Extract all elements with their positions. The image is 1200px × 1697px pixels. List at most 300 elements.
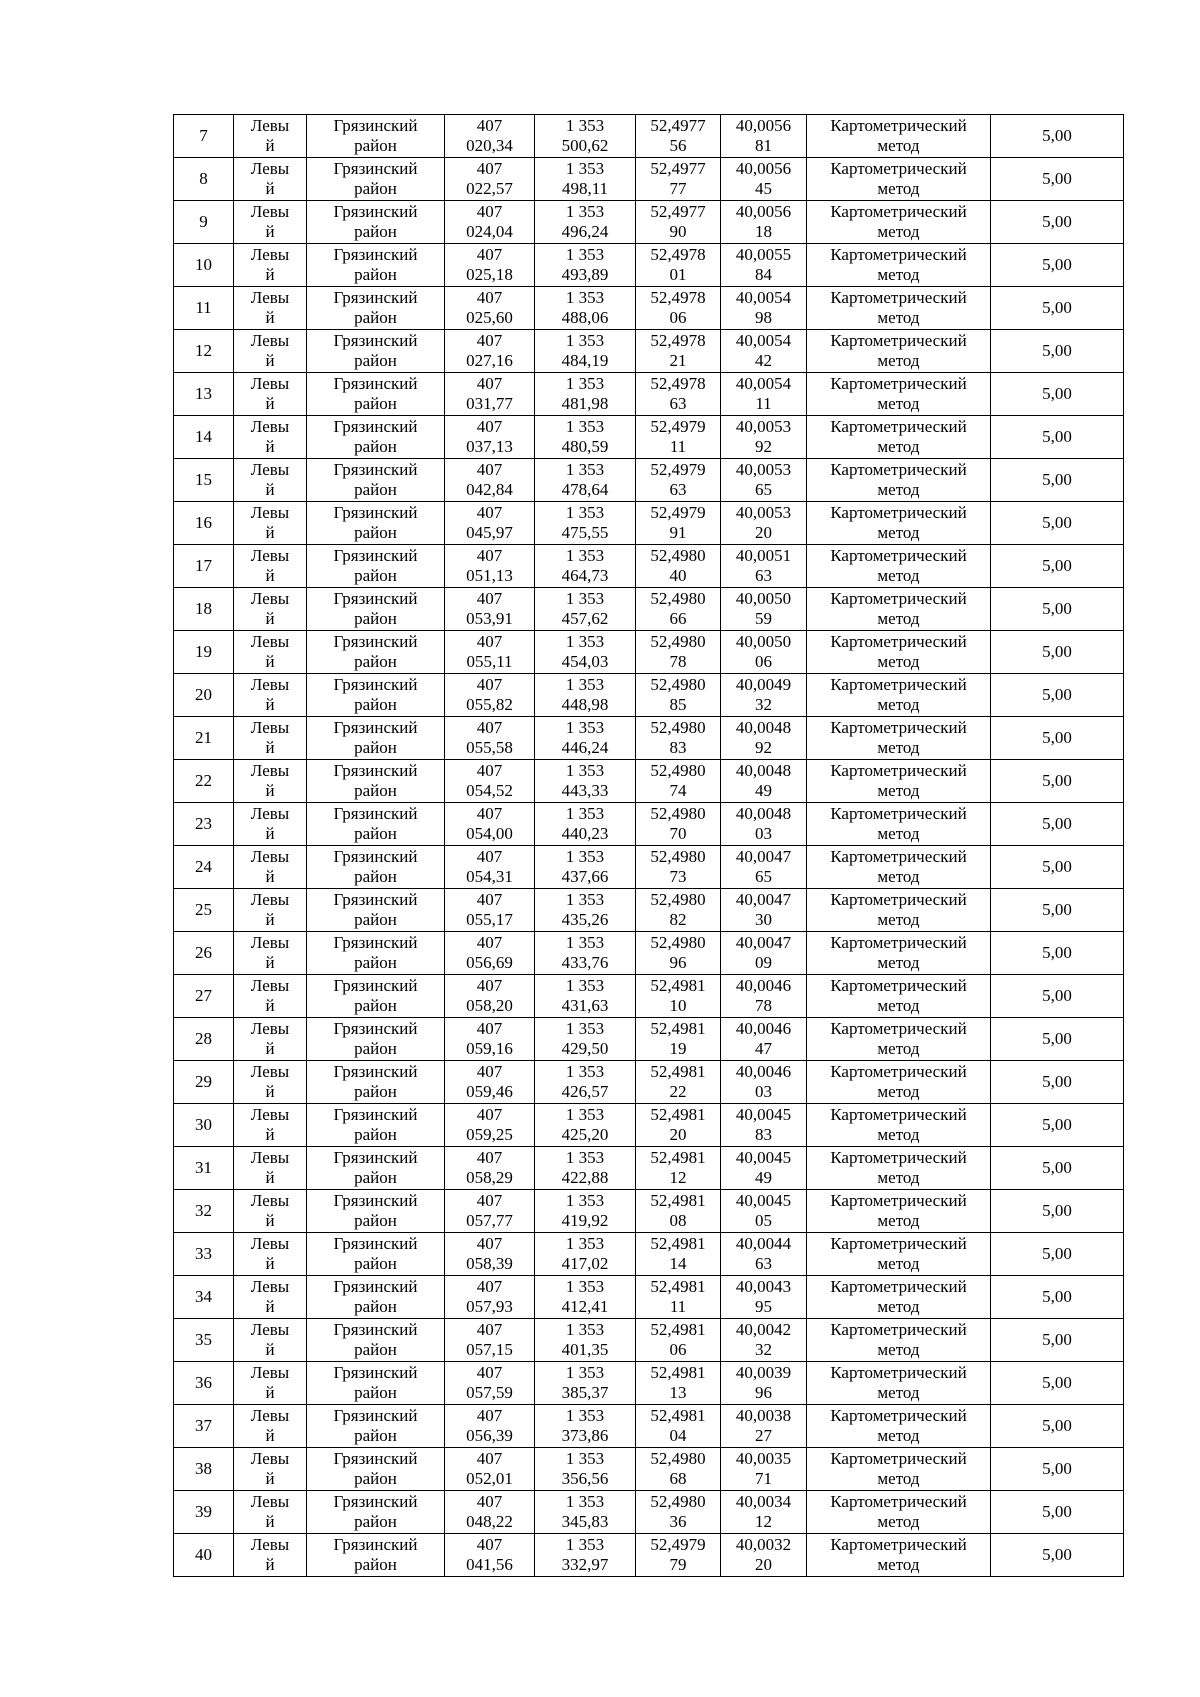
point-number-cell: 13: [174, 373, 234, 416]
y-coordinate-cell: [535, 1190, 636, 1233]
y-coordinate-cell: [535, 1491, 636, 1534]
method-cell-line: Картометрический: [830, 116, 967, 135]
y-coordinate-cell-line: 345,83: [561, 1512, 609, 1531]
y-coordinate-cell-line: 422,88: [561, 1168, 609, 1187]
latitude-cell: [636, 330, 721, 373]
x-coordinate-cell-line: 407: [476, 1019, 503, 1038]
district-cell-line: Грязинский: [333, 503, 418, 522]
side-cell-line: й: [265, 1082, 275, 1101]
district-cell-line: Грязинский: [333, 417, 418, 436]
side-cell: [234, 373, 307, 416]
x-coordinate-cell: [445, 373, 535, 416]
method-cell: [807, 416, 991, 459]
district-cell-line: Грязинский: [333, 159, 418, 178]
point-number-cell: 21: [174, 717, 234, 760]
longitude-cell: [721, 373, 807, 416]
y-coordinate-cell-line: 493,89: [561, 265, 609, 284]
method-cell: [807, 803, 991, 846]
latitude-cell-line: 52,4981: [650, 976, 706, 995]
accuracy-cell: 5,00: [991, 373, 1124, 416]
longitude-cell-line: 40,0046: [735, 1062, 792, 1081]
longitude-cell-line: 92: [755, 437, 772, 456]
method-cell-line: Картометрический: [830, 159, 967, 178]
y-coordinate-cell-line: 457,62: [561, 609, 609, 628]
y-coordinate-cell-line: 1 353: [565, 546, 605, 565]
y-coordinate-cell-line: 1 353: [565, 1320, 605, 1339]
longitude-cell-line: 47: [755, 1039, 772, 1058]
table-row: [174, 1104, 1124, 1147]
district-cell-line: Грязинский: [333, 1535, 418, 1554]
y-coordinate-cell-line: 1 353: [565, 1105, 605, 1124]
side-cell-line: Левы: [250, 159, 290, 178]
method-cell-line: метод: [877, 179, 920, 198]
y-coordinate-cell: [535, 760, 636, 803]
district-cell-line: район: [354, 781, 397, 800]
method-cell-line: Картометрический: [830, 1320, 967, 1339]
method-cell-line: метод: [877, 953, 920, 972]
accuracy-cell: 5,00: [991, 201, 1124, 244]
accuracy-cell: 5,00: [991, 1534, 1124, 1577]
accuracy-cell: 5,00: [991, 244, 1124, 287]
y-coordinate-cell-line: 1 353: [565, 116, 605, 135]
latitude-cell-line: 63: [669, 394, 687, 413]
longitude-cell-line: 30: [755, 910, 772, 929]
longitude-cell: [721, 932, 807, 975]
side-cell: [234, 1319, 307, 1362]
longitude-cell-line: 40,0055: [735, 245, 792, 264]
accuracy-cell: 5,00: [991, 502, 1124, 545]
latitude-cell-line: 52,4981: [650, 1320, 706, 1339]
side-cell-line: й: [265, 1297, 275, 1316]
side-cell-line: й: [265, 1340, 275, 1359]
latitude-cell: [636, 416, 721, 459]
side-cell-line: Левы: [250, 976, 290, 995]
latitude-cell-line: 66: [669, 609, 687, 628]
district-cell-line: район: [354, 867, 397, 886]
table-row: [174, 846, 1124, 889]
method-cell-line: метод: [877, 609, 920, 628]
latitude-cell-line: 40: [669, 566, 687, 585]
x-coordinate-cell-line: 024,04: [466, 222, 513, 241]
latitude-cell: [636, 201, 721, 244]
side-cell: [234, 760, 307, 803]
table-row: [174, 416, 1124, 459]
accuracy-cell: 5,00: [991, 717, 1124, 760]
district-cell: [307, 803, 445, 846]
method-cell: [807, 717, 991, 760]
method-cell-line: Картометрический: [830, 1363, 967, 1382]
latitude-cell-line: 52,4980: [650, 675, 706, 694]
side-cell: [234, 330, 307, 373]
x-coordinate-cell-line: 054,00: [466, 824, 513, 843]
district-cell-line: Грязинский: [333, 933, 418, 952]
x-coordinate-cell-line: 059,16: [466, 1039, 513, 1058]
x-coordinate-cell-line: 407: [476, 1277, 503, 1296]
x-coordinate-cell-line: 037,13: [466, 437, 513, 456]
district-cell: [307, 373, 445, 416]
district-cell-line: район: [354, 1125, 397, 1144]
point-number-cell: 7: [174, 115, 234, 158]
method-cell-line: метод: [877, 652, 920, 671]
y-coordinate-cell: [535, 287, 636, 330]
x-coordinate-cell: [445, 330, 535, 373]
x-coordinate-cell-line: 054,52: [466, 781, 513, 800]
method-cell-line: Картометрический: [830, 589, 967, 608]
accuracy-cell: 5,00: [991, 631, 1124, 674]
x-coordinate-cell-line: 407: [476, 1320, 503, 1339]
side-cell: [234, 502, 307, 545]
district-cell-line: район: [354, 1297, 397, 1316]
table-row: [174, 760, 1124, 803]
x-coordinate-cell: [445, 674, 535, 717]
y-coordinate-cell-line: 1 353: [565, 632, 605, 651]
latitude-cell-line: 52,4980: [650, 589, 706, 608]
side-cell-line: Левы: [250, 675, 290, 694]
point-number-cell: 24: [174, 846, 234, 889]
x-coordinate-cell: [445, 588, 535, 631]
x-coordinate-cell-line: 407: [476, 804, 503, 823]
latitude-cell: [636, 158, 721, 201]
y-coordinate-cell: [535, 244, 636, 287]
latitude-cell-line: 22: [669, 1082, 687, 1101]
point-number-cell: 14: [174, 416, 234, 459]
side-cell-line: й: [265, 136, 275, 155]
side-cell: [234, 244, 307, 287]
method-cell: [807, 760, 991, 803]
accuracy-cell: 5,00: [991, 588, 1124, 631]
district-cell-line: Грязинский: [333, 374, 418, 393]
boundary-points-table: [173, 114, 1124, 1577]
longitude-cell-line: 06: [755, 652, 772, 671]
x-coordinate-cell-line: 055,82: [466, 695, 513, 714]
point-number-cell: 15: [174, 459, 234, 502]
y-coordinate-cell-line: 443,33: [561, 781, 609, 800]
point-number-cell: 16: [174, 502, 234, 545]
side-cell: [234, 932, 307, 975]
y-coordinate-cell-line: 419,92: [561, 1211, 609, 1230]
y-coordinate-cell-line: 478,64: [561, 480, 609, 499]
longitude-cell-line: 11: [755, 394, 772, 413]
longitude-cell: [721, 502, 807, 545]
x-coordinate-cell-line: 407: [476, 202, 503, 221]
district-cell-line: район: [354, 1426, 397, 1445]
table-row: [174, 1491, 1124, 1534]
latitude-cell-line: 74: [669, 781, 687, 800]
x-coordinate-cell: [445, 287, 535, 330]
longitude-cell-line: 40,0045: [735, 1105, 792, 1124]
point-number-cell: 33: [174, 1233, 234, 1276]
x-coordinate-cell-line: 057,93: [466, 1297, 513, 1316]
table-row: [174, 717, 1124, 760]
accuracy-cell: 5,00: [991, 1276, 1124, 1319]
side-cell: [234, 1104, 307, 1147]
side-cell-line: й: [265, 953, 275, 972]
district-cell: [307, 502, 445, 545]
table-row: [174, 1319, 1124, 1362]
y-coordinate-cell-line: 1 353: [565, 288, 605, 307]
longitude-cell: [721, 889, 807, 932]
side-cell-line: й: [265, 523, 275, 542]
method-cell: [807, 459, 991, 502]
longitude-cell: [721, 717, 807, 760]
y-coordinate-cell-line: 440,23: [561, 824, 609, 843]
latitude-cell: [636, 1276, 721, 1319]
y-coordinate-cell: [535, 1018, 636, 1061]
point-number-cell: 40: [174, 1534, 234, 1577]
longitude-cell: [721, 1405, 807, 1448]
side-cell-line: й: [265, 1254, 275, 1273]
longitude-cell-line: 49: [755, 781, 772, 800]
latitude-cell-line: 52,4977: [650, 159, 706, 178]
x-coordinate-cell-line: 407: [476, 460, 503, 479]
side-cell-line: Левы: [250, 804, 290, 823]
district-cell: [307, 631, 445, 674]
y-coordinate-cell: [535, 588, 636, 631]
side-cell-line: й: [265, 265, 275, 284]
method-cell-line: Картометрический: [830, 503, 967, 522]
x-coordinate-cell: [445, 1448, 535, 1491]
accuracy-cell: 5,00: [991, 115, 1124, 158]
x-coordinate-cell-line: 407: [476, 503, 503, 522]
x-coordinate-cell-line: 020,34: [466, 136, 513, 155]
method-cell-line: метод: [877, 1211, 920, 1230]
district-cell: [307, 1276, 445, 1319]
y-coordinate-cell-line: 1 353: [565, 460, 605, 479]
district-cell-line: район: [354, 953, 397, 972]
side-cell: [234, 1061, 307, 1104]
side-cell-line: й: [265, 652, 275, 671]
latitude-cell-line: 52,4980: [650, 761, 706, 780]
side-cell-line: й: [265, 222, 275, 241]
method-cell-line: метод: [877, 1125, 920, 1144]
point-number-cell: 38: [174, 1448, 234, 1491]
district-cell: [307, 201, 445, 244]
longitude-cell: [721, 1534, 807, 1577]
point-number-cell: 26: [174, 932, 234, 975]
district-cell-line: Грязинский: [333, 245, 418, 264]
y-coordinate-cell-line: 1 353: [565, 503, 605, 522]
longitude-cell-line: 03: [755, 1082, 772, 1101]
district-cell-line: Грязинский: [333, 1062, 418, 1081]
point-number-cell: 18: [174, 588, 234, 631]
district-cell-line: район: [354, 695, 397, 714]
district-cell-line: район: [354, 910, 397, 929]
accuracy-cell: 5,00: [991, 1190, 1124, 1233]
latitude-cell: [636, 588, 721, 631]
latitude-cell-line: 77: [669, 179, 687, 198]
x-coordinate-cell: [445, 416, 535, 459]
y-coordinate-cell: [535, 975, 636, 1018]
x-coordinate-cell-line: 041,56: [466, 1555, 513, 1574]
x-coordinate-cell-line: 407: [476, 976, 503, 995]
latitude-cell-line: 79: [669, 1555, 687, 1574]
longitude-cell: [721, 1061, 807, 1104]
y-coordinate-cell: [535, 674, 636, 717]
point-number-cell: 23: [174, 803, 234, 846]
latitude-cell-line: 52,4979: [650, 460, 706, 479]
accuracy-cell: 5,00: [991, 1061, 1124, 1104]
x-coordinate-cell: [445, 1104, 535, 1147]
y-coordinate-cell-line: 435,26: [561, 910, 609, 929]
method-cell: [807, 1190, 991, 1233]
latitude-cell-line: 52,4978: [650, 374, 706, 393]
longitude-cell: [721, 1018, 807, 1061]
x-coordinate-cell: [445, 502, 535, 545]
x-coordinate-cell: [445, 803, 535, 846]
method-cell-line: метод: [877, 867, 920, 886]
side-cell: [234, 1362, 307, 1405]
y-coordinate-cell: [535, 1319, 636, 1362]
latitude-cell-line: 96: [669, 953, 687, 972]
longitude-cell-line: 40,0047: [735, 890, 792, 909]
method-cell: [807, 1319, 991, 1362]
method-cell-line: Картометрический: [830, 890, 967, 909]
side-cell-line: Левы: [250, 1105, 290, 1124]
longitude-cell-line: 20: [755, 1555, 772, 1574]
longitude-cell-line: 40,0048: [735, 761, 792, 780]
district-cell: [307, 158, 445, 201]
method-cell-line: метод: [877, 437, 920, 456]
x-coordinate-cell-line: 407: [476, 159, 503, 178]
y-coordinate-cell-line: 1 353: [565, 417, 605, 436]
longitude-cell-line: 12: [755, 1512, 772, 1531]
latitude-cell-line: 14: [669, 1254, 687, 1273]
longitude-cell-line: 40,0039: [735, 1363, 792, 1382]
method-cell-line: Картометрический: [830, 1234, 967, 1253]
latitude-cell-line: 52,4978: [650, 245, 706, 264]
district-cell-line: район: [354, 308, 397, 327]
y-coordinate-cell: [535, 1104, 636, 1147]
y-coordinate-cell: [535, 201, 636, 244]
method-cell-line: метод: [877, 1082, 920, 1101]
longitude-cell-line: 40,0047: [735, 847, 792, 866]
point-number-cell: 35: [174, 1319, 234, 1362]
latitude-cell-line: 52,4978: [650, 288, 706, 307]
accuracy-cell: 5,00: [991, 846, 1124, 889]
x-coordinate-cell-line: 407: [476, 890, 503, 909]
side-cell-line: й: [265, 867, 275, 886]
latitude-cell-line: 11: [669, 437, 687, 456]
side-cell-line: й: [265, 1039, 275, 1058]
x-coordinate-cell: [445, 932, 535, 975]
district-cell-line: Грязинский: [333, 1277, 418, 1296]
point-number-cell: 28: [174, 1018, 234, 1061]
side-cell-line: й: [265, 609, 275, 628]
district-cell-line: Грязинский: [333, 1363, 418, 1382]
method-cell-line: метод: [877, 910, 920, 929]
district-cell-line: Грязинский: [333, 288, 418, 307]
latitude-cell: [636, 932, 721, 975]
longitude-cell: [721, 545, 807, 588]
x-coordinate-cell-line: 059,25: [466, 1125, 513, 1144]
longitude-cell-line: 40,0050: [735, 632, 792, 651]
longitude-cell-line: 45: [755, 179, 772, 198]
latitude-cell: [636, 1405, 721, 1448]
latitude-cell-line: 08: [669, 1211, 687, 1230]
table-row: [174, 932, 1124, 975]
method-cell-line: метод: [877, 308, 920, 327]
x-coordinate-cell-line: 055,58: [466, 738, 513, 757]
latitude-cell-line: 70: [669, 824, 687, 843]
table-row: [174, 631, 1124, 674]
longitude-cell-line: 40,0056: [735, 116, 792, 135]
longitude-cell: [721, 201, 807, 244]
method-cell: [807, 330, 991, 373]
y-coordinate-cell-line: 1 353: [565, 1148, 605, 1167]
x-coordinate-cell: [445, 717, 535, 760]
side-cell: [234, 1018, 307, 1061]
y-coordinate-cell-line: 1 353: [565, 847, 605, 866]
x-coordinate-cell-line: 053,91: [466, 609, 513, 628]
x-coordinate-cell-line: 407: [476, 1062, 503, 1081]
x-coordinate-cell-line: 056,69: [466, 953, 513, 972]
y-coordinate-cell-line: 488,06: [561, 308, 609, 327]
longitude-cell-line: 42: [755, 351, 772, 370]
method-cell-line: метод: [877, 1555, 920, 1574]
method-cell-line: метод: [877, 1297, 920, 1316]
y-coordinate-cell-line: 1 353: [565, 761, 605, 780]
y-coordinate-cell-line: 1 353: [565, 1363, 605, 1382]
district-cell: [307, 287, 445, 330]
y-coordinate-cell-line: 1 353: [565, 1062, 605, 1081]
table-row: [174, 1448, 1124, 1491]
latitude-cell-line: 52,4979: [650, 1535, 706, 1554]
method-cell-line: метод: [877, 566, 920, 585]
side-cell-line: Левы: [250, 1406, 290, 1425]
table-row: [174, 1362, 1124, 1405]
method-cell-line: Картометрический: [830, 1191, 967, 1210]
x-coordinate-cell-line: 058,20: [466, 996, 513, 1015]
side-cell-line: Левы: [250, 1191, 290, 1210]
side-cell-line: й: [265, 695, 275, 714]
y-coordinate-cell-line: 448,98: [561, 695, 609, 714]
method-cell: [807, 1147, 991, 1190]
method-cell-line: метод: [877, 1469, 920, 1488]
latitude-cell: [636, 1491, 721, 1534]
method-cell-line: метод: [877, 1426, 920, 1445]
y-coordinate-cell-line: 1 353: [565, 1535, 605, 1554]
latitude-cell-line: 52,4980: [650, 847, 706, 866]
x-coordinate-cell: [445, 201, 535, 244]
longitude-cell: [721, 1104, 807, 1147]
table-row: [174, 1061, 1124, 1104]
latitude-cell-line: 52,4981: [650, 1105, 706, 1124]
y-coordinate-cell: [535, 717, 636, 760]
latitude-cell: [636, 717, 721, 760]
side-cell-line: Левы: [250, 503, 290, 522]
district-cell-line: Грязинский: [333, 1148, 418, 1167]
y-coordinate-cell-line: 1 353: [565, 202, 605, 221]
x-coordinate-cell-line: 056,39: [466, 1426, 513, 1445]
side-cell-line: Левы: [250, 1363, 290, 1382]
method-cell-line: Картометрический: [830, 1148, 967, 1167]
longitude-cell-line: 40,0054: [735, 331, 792, 350]
latitude-cell: [636, 674, 721, 717]
y-coordinate-cell-line: 1 353: [565, 804, 605, 823]
district-cell-line: Грязинский: [333, 1406, 418, 1425]
side-cell-line: й: [265, 1469, 275, 1488]
y-coordinate-cell-line: 356,56: [561, 1469, 609, 1488]
method-cell-line: метод: [877, 1512, 920, 1531]
latitude-cell-line: 06: [669, 308, 687, 327]
accuracy-cell: 5,00: [991, 330, 1124, 373]
district-cell: [307, 1319, 445, 1362]
latitude-cell-line: 82: [669, 910, 687, 929]
district-cell-line: район: [354, 1340, 397, 1359]
district-cell-line: район: [354, 394, 397, 413]
y-coordinate-cell-line: 437,66: [561, 867, 609, 886]
accuracy-cell: 5,00: [991, 1491, 1124, 1534]
